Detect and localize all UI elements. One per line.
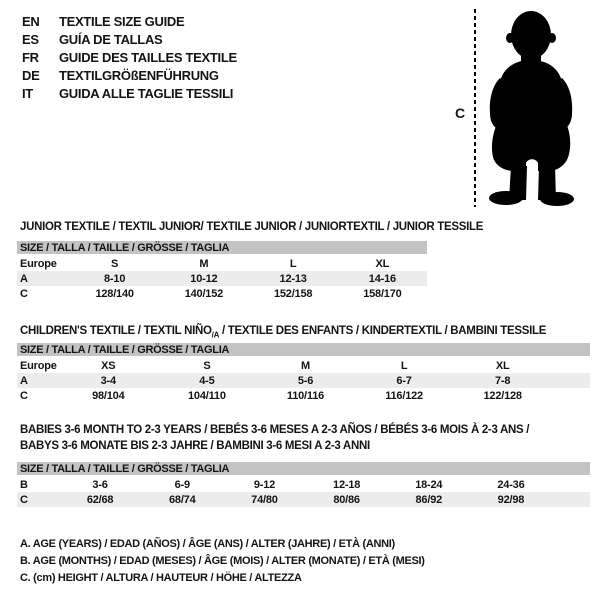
table-row [17,256,427,271]
table-cell: 62/68 [86,493,114,506]
size-header-bar: SIZE / TALLA / TAILLE / GRÖSSE / TAGLIA [17,343,590,356]
height-measure-label-c: C [455,105,466,121]
table-title-text: BABIES 3-6 MONTH TO 2-3 YEARS / BEBÉS 3-6 MESES A 2-3 AÑOS / BÉBÉS 3-6 MOIS À 2-3 ANS / [20,424,530,436]
table-cell: 4-5 [199,374,215,387]
table-section-title [20,219,483,235]
table-cell: 14-16 [368,272,396,285]
table-cell: S [203,359,211,372]
table-section-title [20,422,529,454]
table-cell: XL [495,359,510,372]
table-cell: 80/86 [333,493,360,506]
table-cell: 74/80 [251,493,278,506]
table-cell: 122/128 [483,389,522,402]
table-cell: L [289,257,297,270]
table-row [17,492,590,507]
table-cell: 3-4 [100,374,116,387]
measurement-legend [20,536,425,587]
table-cell: 92/98 [497,493,525,506]
table-cell: 6-9 [174,478,190,491]
table-cell: 8-10 [104,272,126,285]
table-row [17,271,427,286]
row-label: Europe [20,359,57,372]
language-row [22,49,237,67]
table-title-text: /A [211,330,220,340]
table-cell: 9-12 [253,478,276,491]
table-cell: 10-12 [190,272,218,285]
row-label: C [20,389,28,402]
table-cell: 7-8 [495,374,511,387]
table-cell: 128/140 [95,287,134,300]
table-row [17,388,590,403]
table-cell: 18-24 [415,478,443,491]
language-guide-title: GUIDA ALLE TAGLIE TESSILI [59,86,234,101]
size-table [17,241,427,301]
table-cell: 6-7 [396,374,412,387]
size-table [17,343,590,403]
legend-line: A. AGE (YEARS) / EDAD (AÑOS) / ÂGE (ANS) / ALTER (JAHRE) / ETÀ (ANNI) [20,538,395,550]
table-title-text: JUNIOR TEXTILE / TEXTIL JUNIOR/ TEXTILE JUNIOR / JUNIORTEXTIL / JUNIOR TESSILE [20,221,484,233]
language-code: EN [22,14,40,29]
table-cell: M [199,257,209,270]
table-title-text: / TEXTILE DES ENFANTS / KINDERTEXTIL / BAMBINI TESSILE [219,325,547,337]
row-label: B [20,478,28,491]
table-cell: 86/92 [415,493,443,506]
legend-line: B. AGE (MONTHS) / EDAD (MESES) / ÂGE (MOIS) / ALTER (MONATE) / ETÀ (MESI) [20,555,425,567]
table-row [17,373,590,388]
language-title-list [22,13,237,103]
row-label: C [20,493,28,506]
table-cell: XL [375,257,390,270]
row-label: C [20,287,28,300]
language-row [22,31,237,49]
language-code: FR [22,50,39,65]
language-row [22,13,237,31]
table-title-text: BABYS 3-6 MONATE BIS 2-3 JAHRE / BAMBINI 3-6 MESI A 2-3 ANNI [20,440,370,452]
language-guide-title: TEXTILE SIZE GUIDE [59,14,185,29]
table-cell: 12-18 [333,478,361,491]
table-cell: 98/104 [92,389,125,402]
table-cell: 104/110 [188,389,226,402]
table-cell: 110/116 [286,389,325,402]
table-row [17,358,590,373]
language-row [22,67,237,85]
table-cell: 5-6 [297,374,314,387]
table-cell: 68/74 [168,493,196,506]
legend-line: C. (cm) HEIGHT / ALTURA / HAUTEUR / HÖHE / ALTEZZA [20,572,302,584]
table-cell: 116/122 [385,389,423,402]
table-row [17,477,590,492]
row-label: A [20,374,28,387]
table-cell: L [400,359,408,372]
table-cell: S [111,257,119,270]
table-cell: 152/158 [273,287,313,300]
table-cell: 24-36 [497,478,525,491]
table-cell: XS [101,359,116,372]
baby-silhouette-image [487,8,579,208]
table-row [17,286,427,301]
height-measure-dashed-line [474,9,476,207]
language-guide-title: GUIDE DES TAILLES TEXTILE [59,50,237,65]
language-code: ES [22,32,39,47]
language-code: DE [22,68,40,83]
table-title-text: CHILDREN'S TEXTILE / TEXTIL NIÑO [20,325,212,337]
row-label: Europe [20,257,57,270]
table-cell: 140/152 [184,287,224,300]
language-guide-title: GUÍA DE TALLAS [59,32,163,47]
size-table [17,462,590,507]
table-section-title [20,323,546,343]
size-header-bar: SIZE / TALLA / TAILLE / GRÖSSE / TAGLIA [17,462,590,475]
table-cell: M [301,359,310,372]
size-header-bar: SIZE / TALLA / TAILLE / GRÖSSE / TAGLIA [17,241,427,254]
language-row [22,85,237,103]
language-code: IT [22,86,33,101]
table-cell: 12-13 [279,272,307,285]
table-cell: 3-6 [92,478,108,491]
language-guide-title: TEXTILGRÖßENFÜHRUNG [59,68,219,83]
row-label: A [20,272,28,285]
table-cell: 158/170 [363,287,402,300]
